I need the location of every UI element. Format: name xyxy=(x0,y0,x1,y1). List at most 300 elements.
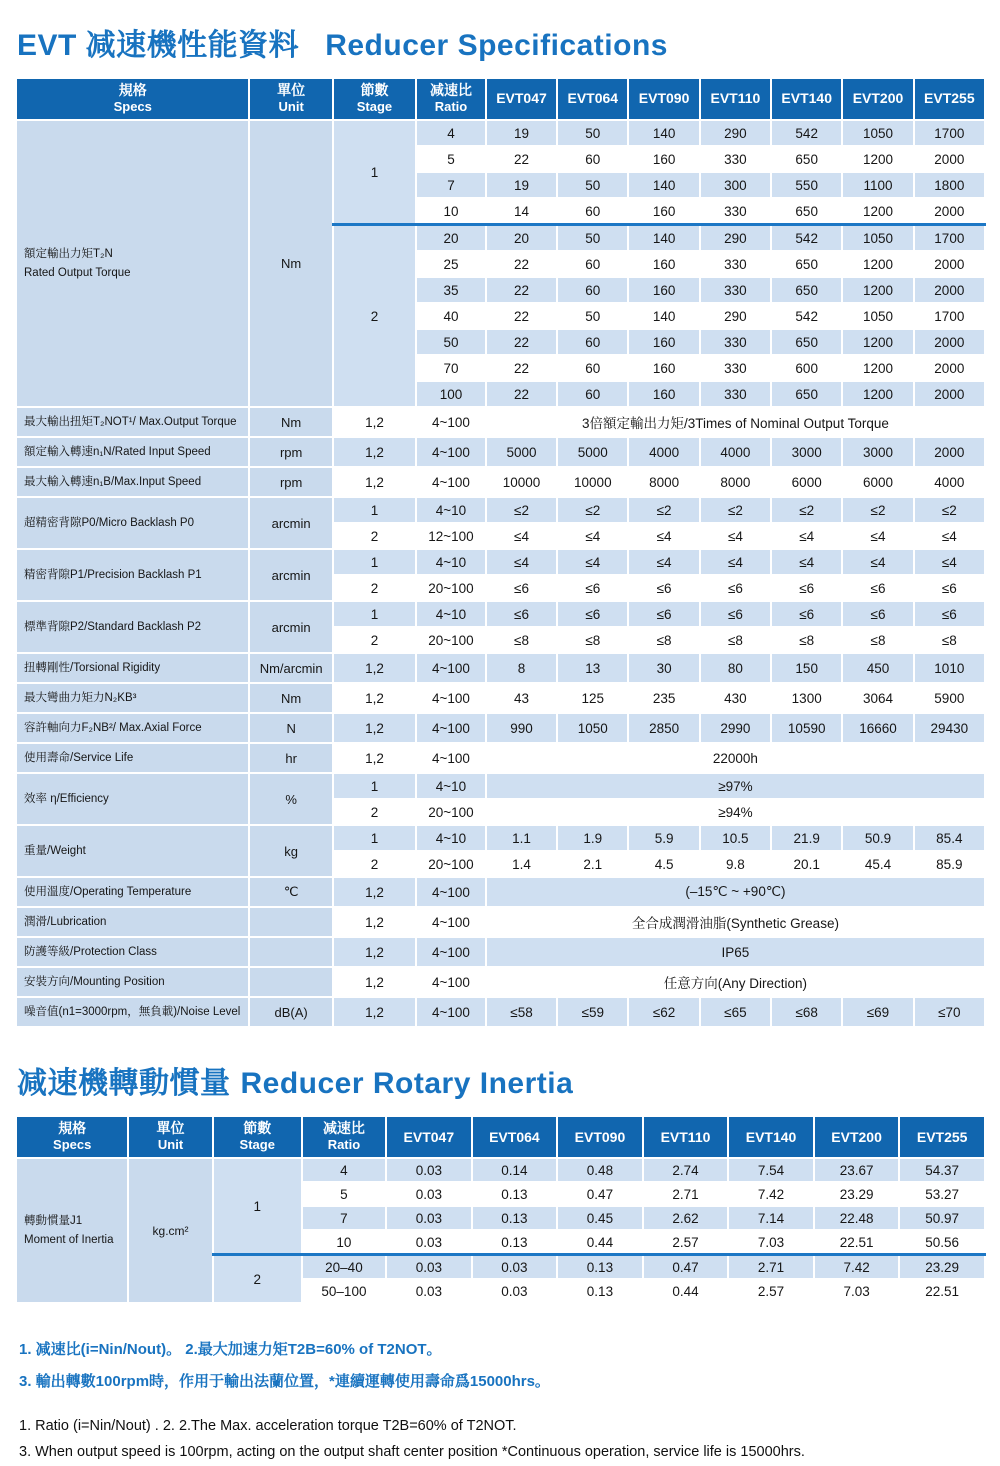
value-cell: 0.03 xyxy=(472,1255,558,1280)
value-cell: ≤6 xyxy=(557,601,628,627)
merged-value-cell: (–15℃ ~ +90℃) xyxy=(486,877,985,907)
value-cell: 6000 xyxy=(842,467,913,497)
value-cell: 140 xyxy=(628,303,699,329)
ratio-cell: 12~100 xyxy=(416,523,486,549)
unit-cell: Nm xyxy=(249,120,332,407)
unit-cell: Nm xyxy=(249,683,332,713)
value-cell: 2850 xyxy=(628,713,699,743)
spec-label-cell xyxy=(16,683,249,713)
value-cell: 7.54 xyxy=(728,1158,814,1182)
value-cell: ≤4 xyxy=(700,549,771,575)
value-cell: 1200 xyxy=(842,146,913,172)
value-cell: 2.1 xyxy=(557,851,628,877)
reducer-specifications-table xyxy=(15,77,986,1028)
value-cell: 16660 xyxy=(842,713,913,743)
value-cell: 20.1 xyxy=(771,851,842,877)
value-cell: 1050 xyxy=(842,225,913,252)
spec-label-line: 標準背隙P2/Standard Backlash P2 xyxy=(24,620,202,633)
model-column-header: EVT140 xyxy=(771,78,842,120)
value-cell: ≤2 xyxy=(842,497,913,523)
value-cell: 22 xyxy=(486,329,557,355)
value-cell: 160 xyxy=(628,251,699,277)
column-header-zh: 單位 xyxy=(277,82,306,98)
value-cell: 1200 xyxy=(842,329,913,355)
unit-cell: Nm/arcmin xyxy=(249,653,332,683)
ratio-cell: 20 xyxy=(416,225,486,252)
value-cell: ≤6 xyxy=(842,575,913,601)
column-header-zh: 規格 xyxy=(118,82,147,98)
value-cell: 50 xyxy=(557,172,628,198)
value-cell: 990 xyxy=(486,713,557,743)
ratio-cell: 4~100 xyxy=(416,407,486,437)
value-cell: 160 xyxy=(628,198,699,225)
footnotes-english xyxy=(19,1413,985,1466)
spec-label-cell xyxy=(16,407,249,437)
value-cell: ≤4 xyxy=(628,549,699,575)
value-cell: 125 xyxy=(557,683,628,713)
value-cell: 330 xyxy=(700,146,771,172)
value-cell: ≤2 xyxy=(700,497,771,523)
value-cell: ≤4 xyxy=(842,549,913,575)
spec-label-line: 安裝方向/Mounting Position xyxy=(24,975,165,988)
model-column-header: EVT200 xyxy=(842,78,913,120)
stage-cell: 1,2 xyxy=(333,997,416,1027)
unit-cell: kg xyxy=(249,825,332,877)
value-cell: 0.48 xyxy=(557,1158,643,1182)
model-column-header: EVT064 xyxy=(472,1116,558,1158)
value-cell: 19 xyxy=(486,172,557,198)
unit-cell: N xyxy=(249,713,332,743)
value-cell: ≤4 xyxy=(771,549,842,575)
table-row xyxy=(16,467,985,497)
value-cell: 1200 xyxy=(842,277,913,303)
value-cell: 0.13 xyxy=(557,1279,643,1303)
value-cell: ≤2 xyxy=(486,497,557,523)
ratio-cell: 4~100 xyxy=(416,713,486,743)
model-column-header: EVT090 xyxy=(557,1116,643,1158)
stage-cell: 1 xyxy=(333,601,416,627)
value-cell: ≤8 xyxy=(771,627,842,653)
ratio-cell: 4~100 xyxy=(416,877,486,907)
value-cell: 330 xyxy=(700,329,771,355)
spec-label-line: Moment of Inertia xyxy=(24,1233,114,1246)
value-cell: 160 xyxy=(628,277,699,303)
value-cell: ≤59 xyxy=(557,997,628,1027)
spec-title-en: Reducer Specifications xyxy=(325,29,668,62)
spec-label-cell xyxy=(16,773,249,825)
table-row xyxy=(16,825,985,851)
value-cell: 14 xyxy=(486,198,557,225)
table-row xyxy=(16,907,985,937)
value-cell: ≤4 xyxy=(486,523,557,549)
ratio-cell: 100 xyxy=(416,381,486,407)
ratio-cell: 20~100 xyxy=(416,575,486,601)
value-cell: 290 xyxy=(700,225,771,252)
spec-label-cell xyxy=(16,497,249,549)
value-cell: 1050 xyxy=(557,713,628,743)
value-cell: 20 xyxy=(486,225,557,252)
value-cell: 1700 xyxy=(914,225,985,252)
value-cell: 3000 xyxy=(842,437,913,467)
value-cell: ≤2 xyxy=(914,497,985,523)
unit-cell: kg.cm² xyxy=(128,1158,212,1303)
value-cell: 2000 xyxy=(914,329,985,355)
stage-cell: 1 xyxy=(333,549,416,575)
value-cell: 650 xyxy=(771,198,842,225)
unit-cell: % xyxy=(249,773,332,825)
value-cell: 22.51 xyxy=(814,1230,900,1255)
value-cell: 2000 xyxy=(914,146,985,172)
value-cell: 7.42 xyxy=(814,1255,900,1280)
model-column-header: EVT140 xyxy=(728,1116,814,1158)
value-cell: 2.57 xyxy=(728,1279,814,1303)
table-row xyxy=(16,713,985,743)
spec-label-line: 重量/Weight xyxy=(24,844,86,857)
value-cell: 22.48 xyxy=(814,1206,900,1230)
value-cell: 160 xyxy=(628,329,699,355)
value-cell: 1.1 xyxy=(486,825,557,851)
stage-cell: 1 xyxy=(213,1158,302,1255)
spec-label-cell xyxy=(16,743,249,773)
value-cell: 23.29 xyxy=(814,1182,900,1206)
value-cell: 2.74 xyxy=(643,1158,729,1182)
value-cell: 650 xyxy=(771,251,842,277)
spec-label-line: 精密背隙P1/Precision Backlash P1 xyxy=(24,568,202,581)
table-row xyxy=(16,653,985,683)
spec-label-line: 使用溫度/Operating Temperature xyxy=(24,885,192,898)
ratio-cell: 4~100 xyxy=(416,937,486,967)
table-row xyxy=(16,967,985,997)
value-cell: 650 xyxy=(771,146,842,172)
value-cell: 50 xyxy=(557,225,628,252)
stage-cell: 2 xyxy=(333,627,416,653)
value-cell: ≤6 xyxy=(628,601,699,627)
value-cell: ≤6 xyxy=(628,575,699,601)
unit-cell xyxy=(249,937,332,967)
spec-label-line: 防護等級/Protection Class xyxy=(24,945,157,958)
inertia-title-en: Reducer Rotary Inertia xyxy=(240,1067,574,1101)
merged-value-cell: 任意方向(Any Direction) xyxy=(486,967,985,997)
spec-title-zh: EVT 减速機性能資料 xyxy=(17,29,300,62)
value-cell: 330 xyxy=(700,277,771,303)
stage-cell: 1,2 xyxy=(333,683,416,713)
value-cell: 0.03 xyxy=(386,1255,472,1280)
column-header-en: Ratio xyxy=(434,99,468,115)
unit-cell: hr xyxy=(249,743,332,773)
value-cell: ≤6 xyxy=(700,601,771,627)
spec-label-line: Rated Output Torque xyxy=(24,266,131,279)
value-cell: 2.57 xyxy=(643,1230,729,1255)
value-cell: 4000 xyxy=(628,437,699,467)
spec-label-line: 噪音值(n1=3000rpm，無負載)/Noise Level xyxy=(24,1005,241,1018)
spec-label-line: 使用壽命/Service Life xyxy=(24,751,134,764)
value-cell: ≤6 xyxy=(771,601,842,627)
value-cell: 50.9 xyxy=(842,825,913,851)
value-cell: 10000 xyxy=(557,467,628,497)
value-cell: 160 xyxy=(628,355,699,381)
value-cell: 50 xyxy=(557,120,628,146)
value-cell: 2.62 xyxy=(643,1206,729,1230)
merged-value-cell: 3倍額定輸出力矩/3Times of Nominal Output Torque xyxy=(486,407,985,437)
value-cell: 13 xyxy=(557,653,628,683)
value-cell: 0.03 xyxy=(386,1158,472,1182)
column-header xyxy=(302,1116,386,1158)
ratio-cell: 35 xyxy=(416,277,486,303)
column-header xyxy=(128,1116,212,1158)
unit-cell: rpm xyxy=(249,467,332,497)
footnote-en-line2: 3. When output speed is 100rpm, acting on the output shaft center position *Continuous operation, service life is 15000hrs. xyxy=(19,1444,805,1461)
unit-cell: ℃ xyxy=(249,877,332,907)
stage-cell: 2 xyxy=(213,1255,302,1304)
value-cell: 330 xyxy=(700,381,771,407)
table-row xyxy=(16,497,985,523)
unit-cell: dB(A) xyxy=(249,997,332,1027)
stage-cell: 1,2 xyxy=(333,937,416,967)
unit-cell: arcmin xyxy=(249,549,332,601)
column-header xyxy=(249,78,332,120)
value-cell: 2000 xyxy=(914,381,985,407)
value-cell: 140 xyxy=(628,225,699,252)
value-cell: 330 xyxy=(700,355,771,381)
value-cell: 22 xyxy=(486,251,557,277)
value-cell: ≤62 xyxy=(628,997,699,1027)
value-cell: 22 xyxy=(486,146,557,172)
ratio-cell: 10 xyxy=(302,1230,386,1255)
value-cell: 0.13 xyxy=(472,1230,558,1255)
value-cell: 7.42 xyxy=(728,1182,814,1206)
value-cell: 2000 xyxy=(914,277,985,303)
column-header-en: Ratio xyxy=(327,1137,361,1153)
value-cell: 60 xyxy=(557,198,628,225)
ratio-cell: 40 xyxy=(416,303,486,329)
value-cell: 22 xyxy=(486,355,557,381)
value-cell: 550 xyxy=(771,172,842,198)
spec-label-cell xyxy=(16,907,249,937)
value-cell: 50 xyxy=(557,303,628,329)
column-header-en: Specs xyxy=(113,99,152,115)
table-row xyxy=(16,683,985,713)
value-cell: ≤6 xyxy=(842,601,913,627)
column-header-zh: 减速比 xyxy=(322,1120,365,1137)
unit-cell xyxy=(249,967,332,997)
table-row xyxy=(16,1158,985,1182)
value-cell: 7.14 xyxy=(728,1206,814,1230)
stage-cell: 1,2 xyxy=(333,437,416,467)
value-cell: 60 xyxy=(557,381,628,407)
value-cell: ≤2 xyxy=(771,497,842,523)
unit-cell: arcmin xyxy=(249,497,332,549)
unit-cell: rpm xyxy=(249,437,332,467)
value-cell: 60 xyxy=(557,329,628,355)
stage-cell: 1,2 xyxy=(333,467,416,497)
table-row xyxy=(16,773,985,799)
stage-cell: 1,2 xyxy=(333,967,416,997)
value-cell: ≤6 xyxy=(914,601,985,627)
value-cell: 160 xyxy=(628,381,699,407)
value-cell: ≤4 xyxy=(557,523,628,549)
table-row xyxy=(16,743,985,773)
table-row xyxy=(16,997,985,1027)
model-column-header: EVT064 xyxy=(557,78,628,120)
spec-label-cell xyxy=(16,997,249,1027)
value-cell: ≤69 xyxy=(842,997,913,1027)
value-cell: 60 xyxy=(557,277,628,303)
value-cell: 22 xyxy=(486,303,557,329)
ratio-cell: 20~100 xyxy=(416,627,486,653)
ratio-cell: 70 xyxy=(416,355,486,381)
value-cell: 600 xyxy=(771,355,842,381)
spec-label-line: 轉動慣量J1 xyxy=(24,1215,83,1228)
ratio-cell: 20–40 xyxy=(302,1255,386,1280)
footnote-en-line1: 1. Ratio (i=Nin/Nout) . 2. 2.The Max. acceleration torque T2B=60% of T2NOT. xyxy=(19,1417,517,1434)
ratio-cell: 4~10 xyxy=(416,549,486,575)
ratio-cell: 20~100 xyxy=(416,799,486,825)
value-cell: 53.27 xyxy=(899,1182,985,1206)
spec-label-cell xyxy=(16,437,249,467)
value-cell: 140 xyxy=(628,120,699,146)
value-cell: ≤6 xyxy=(700,575,771,601)
table-row xyxy=(16,877,985,907)
stage-cell: 1 xyxy=(333,497,416,523)
value-cell: 430 xyxy=(700,683,771,713)
value-cell: 0.14 xyxy=(472,1158,558,1182)
value-cell: 650 xyxy=(771,329,842,355)
value-cell: 5.9 xyxy=(628,825,699,851)
column-header-zh: 節數 xyxy=(360,82,389,98)
value-cell: 0.03 xyxy=(386,1230,472,1255)
table-row xyxy=(16,407,985,437)
value-cell: ≤4 xyxy=(557,549,628,575)
stage-cell: 1 xyxy=(333,773,416,799)
value-cell: 10590 xyxy=(771,713,842,743)
value-cell: 0.45 xyxy=(557,1206,643,1230)
value-cell: 0.47 xyxy=(557,1182,643,1206)
spec-label-line: 潤滑/Lubrication xyxy=(24,915,107,928)
merged-value-cell: ≥97% xyxy=(486,773,985,799)
stage-cell: 1 xyxy=(333,825,416,851)
value-cell: 1050 xyxy=(842,120,913,146)
ratio-cell: 5 xyxy=(302,1182,386,1206)
column-header-zh: 節數 xyxy=(243,1120,272,1137)
spec-label-cell xyxy=(16,967,249,997)
footnote-zh-line2: 3. 輸出轉數100rpm時，作用于輸出法蘭位置，*連續運轉使用壽命爲15000hrs。 xyxy=(19,1373,550,1391)
spec-label-line: 扭轉剛性/Torsional Rigidity xyxy=(24,661,161,674)
value-cell: 650 xyxy=(771,277,842,303)
ratio-cell: 50 xyxy=(416,329,486,355)
value-cell: 1200 xyxy=(842,355,913,381)
ratio-cell: 4~10 xyxy=(416,825,486,851)
ratio-cell: 4~10 xyxy=(416,601,486,627)
spec-label-cell xyxy=(16,713,249,743)
value-cell: ≤8 xyxy=(628,627,699,653)
value-cell: 3000 xyxy=(771,437,842,467)
spec-label-cell xyxy=(16,877,249,907)
value-cell: 0.03 xyxy=(386,1279,472,1303)
ratio-cell: 4~100 xyxy=(416,967,486,997)
stage-cell: 1,2 xyxy=(333,877,416,907)
value-cell: 0.13 xyxy=(557,1255,643,1280)
value-cell: ≤2 xyxy=(557,497,628,523)
merged-value-cell: 22000h xyxy=(486,743,985,773)
ratio-cell: 50–100 xyxy=(302,1279,386,1303)
spec-label-line: 容許軸向力F₂NB²/ Max.Axial Force xyxy=(24,721,202,734)
value-cell: 30 xyxy=(628,653,699,683)
value-cell: ≤6 xyxy=(557,575,628,601)
column-header-en: Stage xyxy=(356,99,393,115)
table-row xyxy=(16,437,985,467)
value-cell: ≤2 xyxy=(628,497,699,523)
value-cell: 45.4 xyxy=(842,851,913,877)
ratio-cell: 25 xyxy=(416,251,486,277)
ratio-cell: 4~100 xyxy=(416,743,486,773)
value-cell: 2.71 xyxy=(643,1182,729,1206)
value-cell: ≤6 xyxy=(486,575,557,601)
model-column-header: EVT255 xyxy=(899,1116,985,1158)
column-header-zh: 規格 xyxy=(58,1120,87,1137)
merged-value-cell: IP65 xyxy=(486,937,985,967)
value-cell: 4000 xyxy=(700,437,771,467)
value-cell: 23.67 xyxy=(814,1158,900,1182)
unit-cell: Nm xyxy=(249,407,332,437)
value-cell: 160 xyxy=(628,146,699,172)
value-cell: 650 xyxy=(771,381,842,407)
value-cell: 1200 xyxy=(842,198,913,225)
value-cell: ≤70 xyxy=(914,997,985,1027)
model-column-header: EVT110 xyxy=(643,1116,729,1158)
value-cell: 1700 xyxy=(914,303,985,329)
stage-cell: 1,2 xyxy=(333,713,416,743)
column-header-en: Stage xyxy=(239,1137,275,1153)
spec-label-cell xyxy=(16,120,249,407)
ratio-cell: 4~100 xyxy=(416,683,486,713)
value-cell: 0.03 xyxy=(386,1182,472,1206)
rotary-inertia-table xyxy=(15,1115,986,1304)
value-cell: 8000 xyxy=(628,467,699,497)
value-cell: 1100 xyxy=(842,172,913,198)
value-cell: ≤8 xyxy=(557,627,628,653)
value-cell: ≤6 xyxy=(771,575,842,601)
value-cell: 5900 xyxy=(914,683,985,713)
ratio-cell: 4~100 xyxy=(416,997,486,1027)
spec-label-line: 額定輸入轉速n₁N/Rated Input Speed xyxy=(24,445,211,458)
column-header xyxy=(416,78,486,120)
stage-cell: 2 xyxy=(333,523,416,549)
value-cell: 140 xyxy=(628,172,699,198)
value-cell: 1.4 xyxy=(486,851,557,877)
value-cell: 2000 xyxy=(914,251,985,277)
value-cell: 54.37 xyxy=(899,1158,985,1182)
merged-value-cell: 全合成潤滑油脂(Synthetic Grease) xyxy=(486,907,985,937)
inertia-title-zh: 减速機轉動慣量 xyxy=(17,1067,231,1101)
value-cell: ≤8 xyxy=(914,627,985,653)
ratio-cell: 4~100 xyxy=(416,907,486,937)
spec-label-cell xyxy=(16,601,249,653)
value-cell: 1050 xyxy=(842,303,913,329)
value-cell: 60 xyxy=(557,355,628,381)
unit-cell: arcmin xyxy=(249,601,332,653)
value-cell: 8000 xyxy=(700,467,771,497)
value-cell: 80 xyxy=(700,653,771,683)
value-cell: ≤4 xyxy=(914,549,985,575)
column-header-en: Specs xyxy=(53,1137,92,1153)
value-cell: ≤4 xyxy=(914,523,985,549)
ratio-cell: 5 xyxy=(416,146,486,172)
ratio-cell: 4~100 xyxy=(416,653,486,683)
column-header xyxy=(16,1116,128,1158)
value-cell: 8 xyxy=(486,653,557,683)
table-row xyxy=(16,601,985,627)
value-cell: ≤6 xyxy=(486,601,557,627)
